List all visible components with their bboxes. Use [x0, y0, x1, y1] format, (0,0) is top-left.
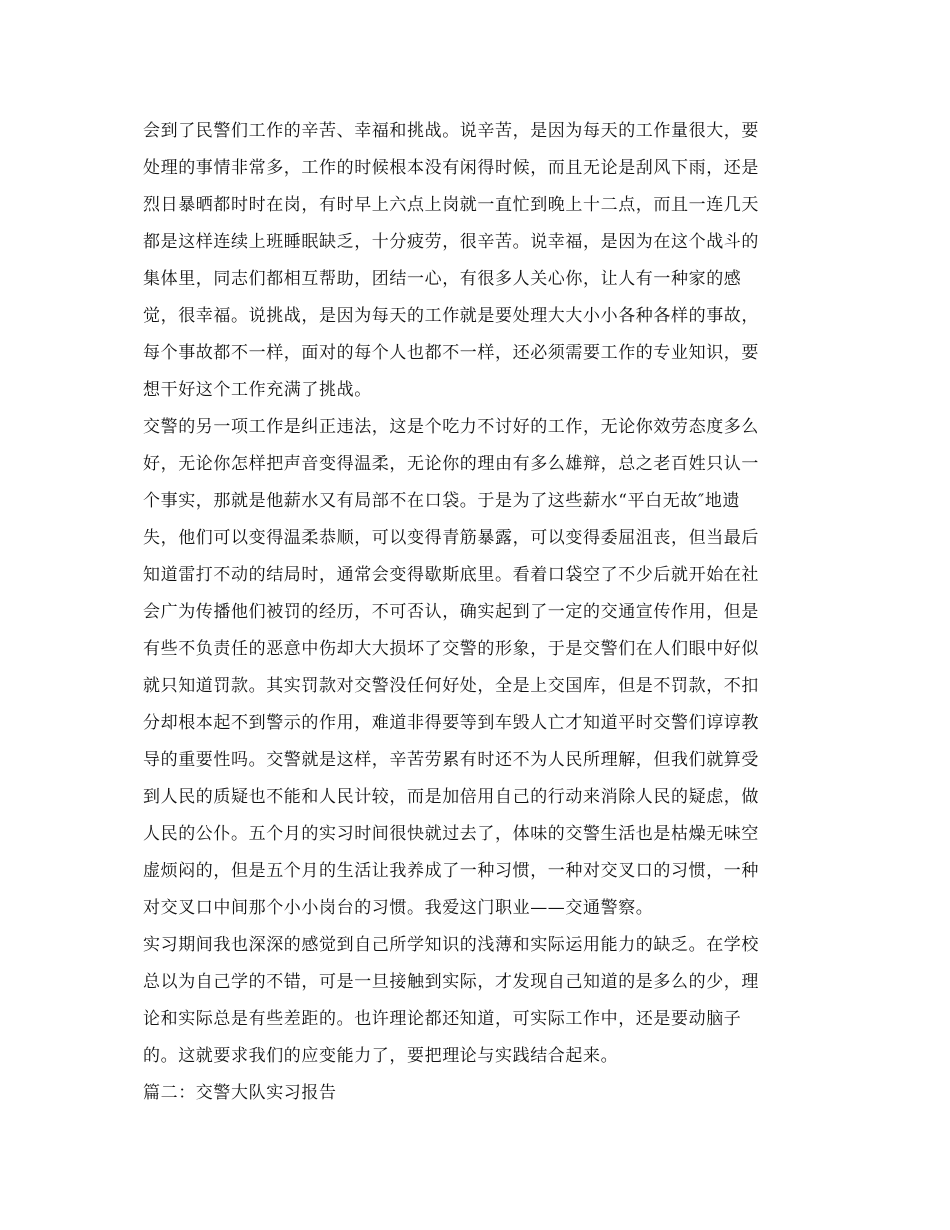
text-line: 实习期间我也深深的感觉到自己所学知识的浅薄和实际运用能力的缺乏。在学校 — [143, 935, 759, 955]
text-line: 个事实，那就是他薪水又有局部不在口袋。于是为了这些薪水“平白无故″地遗 — [143, 491, 741, 511]
text-line: 总以为自己学的不错，可是一旦接触到实际，才发现自己知道的是多么的少，理 — [143, 972, 759, 992]
text-line: 虚烦闷的，但是五个月的生活让我养成了一种习惯，一种对交叉口的习惯，一种 — [143, 861, 759, 881]
text-line: 就只知道罚款。其实罚款对交警没任何好处，全是上交国库，但是不罚款，不扣 — [143, 676, 759, 696]
text-line: 会到了民警们工作的辛苦、幸福和挑战。说辛苦，是因为每天的工作量很大，要 — [143, 121, 759, 141]
body-text — [143, 113, 808, 1112]
text-line: 的。这就要求我们的应变能力了，要把理论与实践结合起来。 — [143, 1046, 619, 1066]
text-line: 导的重要性吗。交警就是这样，辛苦劳累有时还不为人民所理解，但我们就算受 — [143, 750, 759, 770]
text-line: 有些不负责任的恶意中伤却大大损坏了交警的形象，于是交警们在人们眼中好似 — [143, 639, 759, 659]
text-line: 处理的事情非常多，工作的时候根本没有闲得时候，而且无论是刮风下雨，还是 — [143, 158, 759, 178]
text-line: 烈日暴晒都时时在岗，有时早上六点上岗就一直忙到晚上十二点，而且一连几天 — [143, 195, 759, 215]
text-line: 失，他们可以变得温柔恭顺，可以变得青筋暴露，可以变得委屈沮丧，但当最后 — [143, 528, 759, 548]
text-line: 都是这样连续上班睡眠缺乏，十分疲劳，很辛苦。说幸福，是因为在这个战斗的 — [143, 232, 759, 252]
text-line: 到人民的质疑也不能和人民计较，而是加倍用自己的行动来消除人民的疑虑，做 — [143, 787, 759, 807]
text-line: 会广为传播他们被罚的经历，不可否认，确实起到了一定的交通宣传作用，但是 — [143, 602, 759, 622]
text-line: 对交叉口中间那个小小岗台的习惯。我爱这门职业——交通警察。 — [143, 898, 654, 918]
section-heading: 篇二：交警大队实习报告 — [143, 1083, 337, 1103]
text-line: 觉，很幸福。说挑战，是因为每天的工作就是要处理大大小小各种各样的事故， — [143, 306, 759, 326]
text-line: 好，无论你怎样把声音变得温柔，无论你的理由有多么雄辩，总之老百姓只认一 — [143, 454, 759, 474]
text-line: 集体里，同志们都相互帮助，团结一心，有很多人关心你，让人有一种家的感 — [143, 269, 742, 289]
text-line: 人民的公仆。五个月的实习时间很快就过去了，体味的交警生活也是枯燥无味空 — [143, 824, 759, 844]
text-line: 分却根本起不到警示的作用，难道非得要等到车毁人亡才知道平时交警们谆谆教 — [143, 713, 759, 733]
text-line: 想干好这个工作充满了挑战。 — [143, 380, 372, 400]
text-line: 论和实际总是有些差距的。也许理论都还知道，可实际工作中，还是要动脑子 — [143, 1009, 742, 1029]
text-line: 知道雷打不动的结局时，通常会变得歇斯底里。看着口袋空了不少后就开始在社 — [143, 565, 759, 585]
text-line: 每个事故都不一样，面对的每个人也都不一样，还必须需要工作的专业知识，要 — [143, 343, 759, 363]
text-line: 交警的另一项工作是纠正违法，这是个吃力不讨好的工作，无论你效劳态度多么 — [143, 417, 759, 437]
